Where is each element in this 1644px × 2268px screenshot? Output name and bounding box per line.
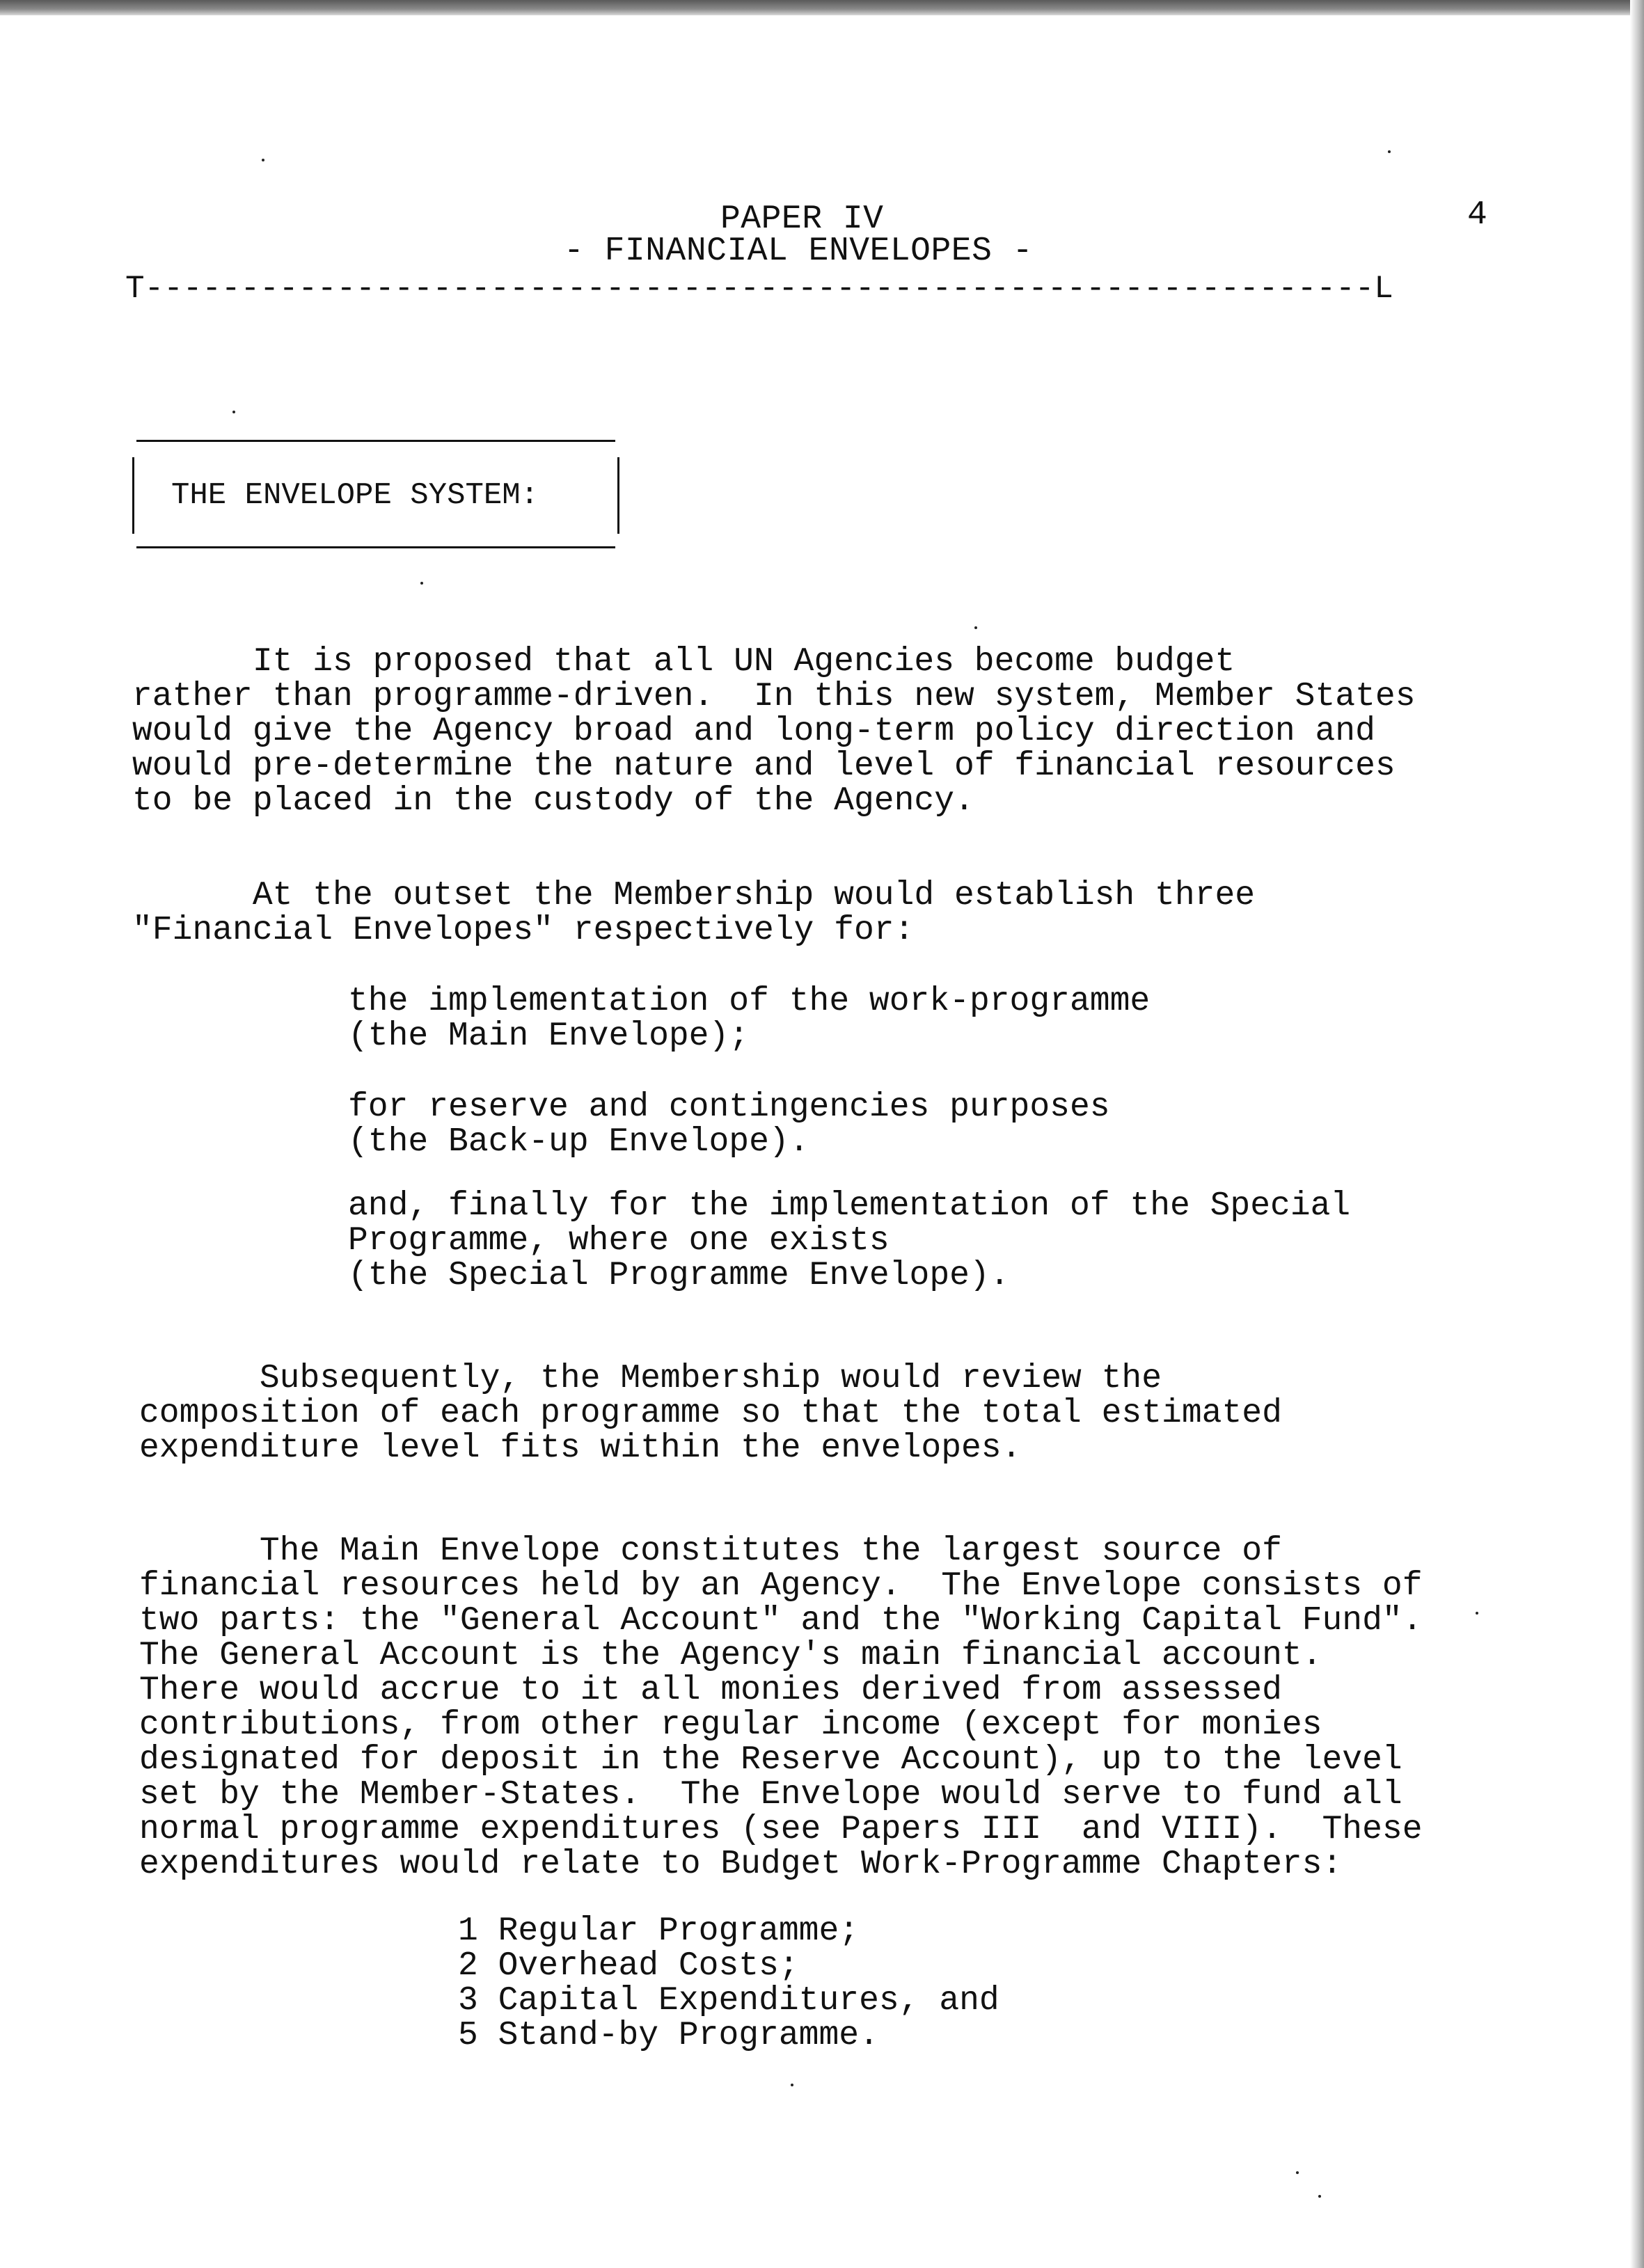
envelope-item-backup: for reserve and contingencies purposes (the Back-up Envelope).: [348, 1088, 1110, 1161]
paragraph-main-envelope: The Main Envelope constitutes the largest source of financial resources held by an Agency. The Envelope consists of two parts: the "General Account" and the "Working Capital Fund". The General Account is the Agency's main financial account. There would accrue to it all monies derived from assessed contributions, from other regular income (except for monies designated for deposit in the Reserve Account), up to the level set by the Member-States. The Envelope would serve to fund all normal programme expenditures (see Papers III and VIII). These expenditures would relate to Budget Work-Programme Chapters:: [139, 1532, 1423, 1883]
scan-edge-right: [1630, 0, 1644, 2268]
header-rule: T----------------------------------------------------------------L: [125, 271, 1393, 307]
paragraph-three-envelopes: At the outset the Membership would establish three "Financial Envelopes" respectively for:: [132, 877, 1256, 949]
box-right-border: [617, 457, 619, 534]
paper-subtitle: - FINANCIAL ENVELOPES -: [564, 232, 1034, 270]
scan-speck: [1296, 2171, 1299, 2174]
envelope-item-main: the implementation of the work-programme (the Main Envelope);: [348, 983, 1151, 1055]
scan-speck: [974, 626, 977, 629]
chapter-list: 1 Regular Programme; 2 Overhead Costs; 3 Capital Expenditures, and 5 Stand-by Programme.: [458, 1912, 999, 2054]
paragraph-review: Subsequently, the Membership would review the composition of each programme so that the total estimated expenditure level fits within the envelopes.: [139, 1360, 1282, 1467]
box-left-border: [132, 457, 134, 534]
scan-speck: [262, 159, 264, 161]
scan-speck: [791, 2084, 793, 2086]
scan-edge-top: [0, 0, 1644, 15]
paragraph-budget-driven: It is proposed that all UN Agencies become budget rather than programme-driven. In this new system, Member States would give the Agency broad and long-term policy direction and would pre-determine the nature and level of financial resources to be placed in the custody of the Agency.: [132, 643, 1416, 820]
scan-speck: [1318, 2195, 1321, 2198]
paper-title: PAPER IV: [720, 200, 884, 238]
scan-speck: [1476, 1612, 1478, 1615]
scan-speck: [1388, 150, 1391, 153]
scan-speck: [420, 582, 423, 585]
section-heading-box: [136, 440, 615, 548]
section-heading: THE ENVELOPE SYSTEM:: [171, 478, 539, 513]
scan-speck: [232, 411, 235, 413]
page-number: 4: [1467, 196, 1488, 234]
envelope-item-special: and, finally for the implementation of the Special Programme, where one exists (the Special Programme Envelope).: [348, 1187, 1351, 1294]
